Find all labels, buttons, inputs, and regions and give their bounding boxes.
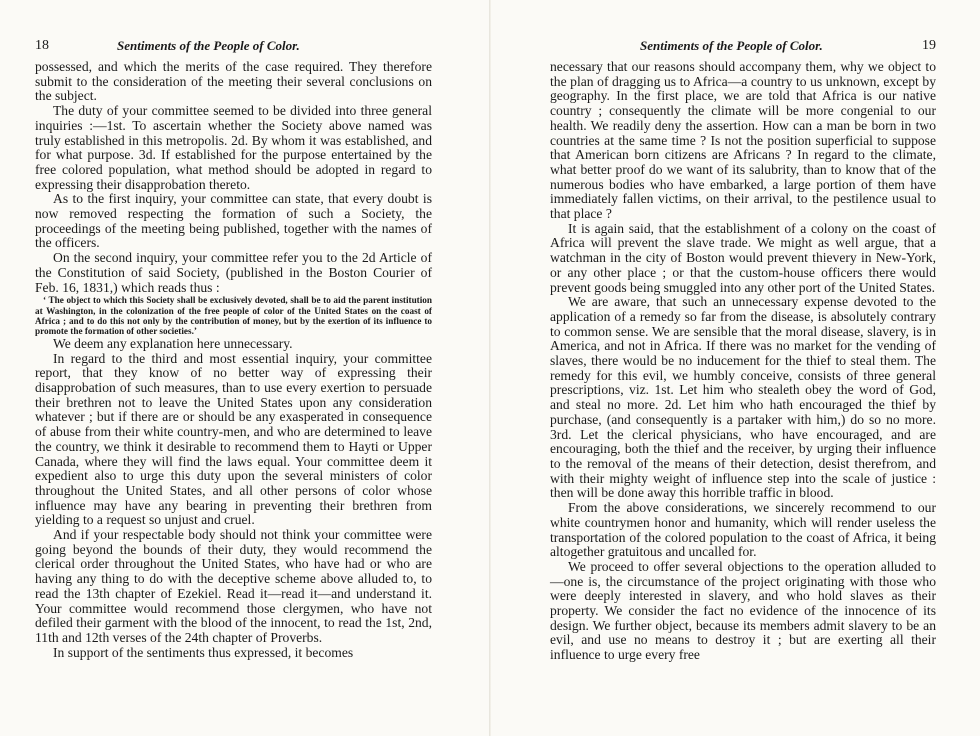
right-page-number: 19 [922, 38, 936, 53]
right-page-header [550, 38, 936, 60]
paragraph: In regard to the third and most essential inquiry, your committee report, that they know of no better way of expressing their disapprobation of such measures, than to use every exertion to persuade their brethren not to leave the United States upon any consideration whatever ; but if there are or should be any exasperated in consequence of abuse from their white country-men, and who are determined to leave the country, we think it desirable to recommend them to Hayti or Upper Canada, where they will find the laws equal. Your committee deem it expedient also to urge this duty upon the several ministers of color throughout the United States, and all other persons of color whose influence may have any bearing in preventing their brethren from yielding to a request so unjust and cruel. [35, 350, 432, 528]
paragraph: We are aware, that such an unnecessary expense devoted to the application of a remedy so far from the disease, is absolutely contrary to common sense. We are sensible that the moral disease, slavery, is in America, and not in Africa. If there was no market for the vending of slaves, there would be no inducement for the thief to steal them. The remedy for this evil, we humbly conceive, consists of three general prescriptions, viz. 1st. Let him who stealeth obey the word of God, and steal no more. 2d. Let him who hath encouraged the thief by purchase, (and consequently is a partaker with him,) do so no more. 3rd. Let the clerical physicians, who have encouraged, and are encouraging, both the thief and the receiver, by urging their influence to the removal of the means of their detection, desist therefrom, and with their mighty weight of influence step into the scale of justice : then will be done away this horrible traffic in blood. [550, 294, 936, 501]
left-page-header [35, 38, 432, 60]
left-running-head: Sentiments of the People of Color. [117, 38, 300, 53]
paragraph: necessary that our reasons should accompany them, why we object to the plan of dragging us to Africa—a country to us unknown, except by geography. In the first place, we are told that Africa is our native country ; consequently the climate will be more congenial to our health. We readily deny the assertion. How can a man be born in two countries at the same time ? Is not the position superficial to suppose that American born citizens are Africans ? In regard to the climate, what better proof do we want of its salubrity, than to know that of the numerous bodies who have embarked, a large portion of them have immediately fallen victims, on their arrival, to the pestilence usual to that place ? [550, 59, 936, 222]
paragraph: The duty of your committee seemed to be divided into three general inquiries :—1st. To ascertain whether the Society above named was truly established in this metropolis. 2d. By whom it was established, and for what purpose. 3d. If established for the purpose entertained by the free colored population, what method should be adopted in regard to expressing their disapprobation thereto. [35, 103, 432, 192]
paragraph: In support of the sentiments thus expressed, it becomes [53, 644, 354, 660]
right-running-head: Sentiments of the People of Color. [640, 38, 823, 53]
paragraph: On the second inquiry, your committee refer you to the 2d Article of the Constitution of said Society, (published in the Boston Courier of Feb. 16, 1831,) which reads thus : [35, 250, 432, 295]
constitution-quote: ‘ The object to which this Society shall be exclusively devoted, shall be to aid the parent institution at Washington, in the colonization of the free people of color of the United States on the coast of Africa ; and to do this not only by the contribution of money, but by the exertion of its influence to promote the formation of other societies.’ [35, 295, 432, 337]
right-page [490, 0, 980, 736]
left-page-number: 18 [35, 38, 49, 53]
paragraph: We deem any explanation here unnecessary. [53, 335, 293, 351]
paragraph: As to the first inquiry, your committee can state, that every doubt is now removed respecting the formation of such a Society, the proceedings of the meeting being published, together with the names of the officers. [35, 191, 432, 251]
left-page-body [35, 60, 432, 660]
paragraph: We proceed to offer several objections to the operation alluded to—one is, the circumstance of the project originating with those who were deeply interested in slavery, and who hold slaves as their property. We consider the fact no evidence of the innocence of its design. We further object, because its members admit slavery to be an evil, and use no means to destroy it ; but are exerting all their influence to urge every free [550, 558, 936, 663]
paragraph: And if your respectable body should not think your committee were going beyond the bounds of their duty, they would recommend the clerical order throughout the United States, who have had or who are having any thing to do with the deceptive scheme above alluded to, to read the 13th chapter of Ezekiel. Read it—read it—and understand it. Your committee would recommend those clergymen, who have not defiled their garment with the blood of the innocent, to read the 1st, 2nd, 11th and 12th verses of the 24th chapter of Proverbs. [35, 527, 432, 645]
paragraph: possessed, and which the merits of the case required. They therefore submit to the consideration of the meeting their several conclusions on the subject. [35, 59, 432, 104]
paragraph: It is again said, that the establishment of a colony on the coast of Africa will prevent the slave trade. We might as well argue, that a watchman in the city of Boston would prevent thievery in New-York, or any other place ; or that the custom-house officers there would prevent goods being smuggled into any other port of the United States. [550, 220, 936, 295]
paragraph: From the above considerations, we sincerely recommend to our white countrymen honor and humanity, which will render useless the transportation of the colored population to the coast of Africa, it being altogether gratuitous and uncalled for. [550, 500, 936, 560]
right-page-body [550, 60, 936, 663]
